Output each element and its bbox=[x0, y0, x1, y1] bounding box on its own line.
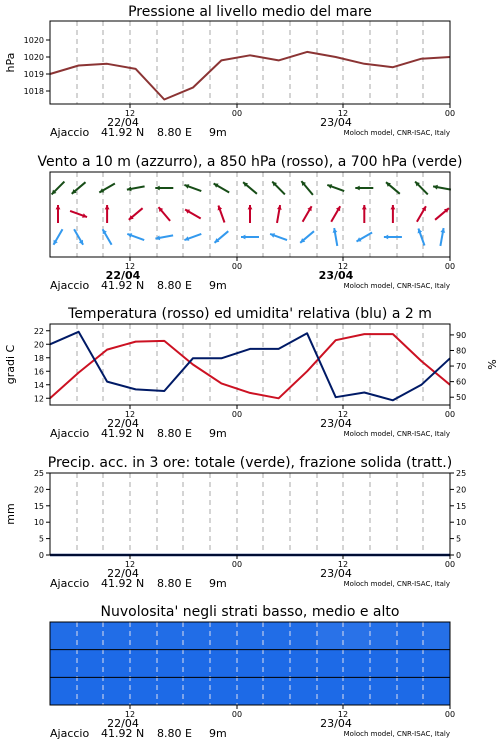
panel-5 bbox=[50, 604, 455, 740]
footer-location: Ajaccio bbox=[50, 727, 90, 740]
y-tick-label: 10 bbox=[33, 518, 44, 528]
x-tick-label: 00 bbox=[444, 109, 456, 118]
footer-elev: 9m bbox=[209, 577, 227, 590]
wind-arrow bbox=[215, 231, 229, 243]
cloud-cell bbox=[50, 622, 77, 650]
y-tick-label: 1020 bbox=[23, 53, 44, 62]
panel-4 bbox=[4, 455, 466, 590]
y-tick-label: 12 bbox=[33, 394, 44, 404]
cloud-cell bbox=[343, 677, 370, 705]
wind-arrow bbox=[52, 182, 65, 195]
y2-tick-label: 25 bbox=[456, 469, 467, 478]
panel-title: Nuvolosita' negli strati basso, medio e alto bbox=[100, 604, 400, 620]
y-tick-label: 20 bbox=[33, 485, 44, 495]
x-tick-label: 12 bbox=[124, 262, 136, 271]
wind-arrow bbox=[56, 205, 61, 223]
footer-location: Ajaccio bbox=[50, 279, 90, 292]
wind-arrow-head bbox=[248, 205, 253, 209]
y-tick-label: 25 bbox=[33, 469, 44, 478]
y-axis-label: mm bbox=[4, 503, 17, 525]
y2-tick-label: 5 bbox=[456, 534, 462, 544]
wind-arrow bbox=[277, 205, 282, 223]
footer-location: Ajaccio bbox=[50, 577, 90, 590]
cloud-cell bbox=[237, 677, 264, 705]
cloud-cell bbox=[263, 622, 290, 650]
cloud-cell bbox=[210, 677, 237, 705]
footer-lon: 8.80 E bbox=[157, 126, 192, 139]
y-tick-label: 18 bbox=[33, 353, 44, 363]
wind-arrow bbox=[184, 184, 201, 191]
y-tick-label: 22 bbox=[33, 326, 44, 336]
cloud-cell bbox=[290, 677, 317, 705]
x-tick-label: 00 bbox=[444, 262, 456, 271]
wind-arrow bbox=[391, 205, 396, 223]
wind-arrow bbox=[184, 234, 201, 241]
footer-location: Ajaccio bbox=[50, 427, 90, 440]
cloud-cell bbox=[237, 650, 264, 678]
x-tick-label: 12 bbox=[124, 560, 136, 569]
cloud-cell bbox=[130, 677, 157, 705]
x-tick-label: 12 bbox=[337, 410, 349, 419]
wind-arrow-head bbox=[105, 205, 110, 209]
cloud-cell bbox=[423, 622, 450, 650]
y-tick-label: 0 bbox=[38, 551, 44, 560]
cloud-cell bbox=[157, 677, 184, 705]
wind-arrow bbox=[386, 182, 400, 194]
wind-arrow bbox=[331, 206, 340, 222]
wind-arrow bbox=[74, 229, 83, 245]
x-tick-label: 12 bbox=[337, 262, 349, 271]
cloud-cell bbox=[370, 622, 397, 650]
wind-arrow bbox=[435, 208, 449, 220]
wind-arrow-head bbox=[384, 235, 388, 240]
cloud-cell bbox=[157, 650, 184, 678]
cloud-cell bbox=[183, 677, 210, 705]
x-tick-label: 00 bbox=[231, 410, 243, 419]
humidity-line bbox=[50, 332, 450, 401]
cloud-cell bbox=[263, 650, 290, 678]
wind-arrow bbox=[303, 206, 312, 222]
wind-arrow bbox=[129, 208, 143, 220]
x-tick-label: 12 bbox=[337, 109, 349, 118]
cloud-cell bbox=[50, 650, 77, 678]
cloud-cell bbox=[77, 622, 104, 650]
x-tick-label: 12 bbox=[124, 109, 136, 118]
panel-title: Pressione al livello medio del mare bbox=[128, 4, 372, 20]
footer-model: Moloch model, CNR-ISAC, Italy bbox=[343, 730, 450, 738]
y-tick-label: 5 bbox=[38, 534, 44, 544]
wind-arrow bbox=[241, 235, 259, 240]
x-tick-label: 00 bbox=[231, 109, 243, 118]
cloud-cell bbox=[77, 650, 104, 678]
date-label: 22/04 bbox=[107, 417, 139, 430]
x-tick-label: 00 bbox=[444, 710, 456, 719]
y2-tick-label: 90 bbox=[456, 330, 467, 340]
footer-location: Ajaccio bbox=[50, 126, 90, 139]
panel-1 bbox=[4, 4, 455, 139]
panel-title: Precip. acc. in 3 ore: totale (verde), frazione solida (tratt.) bbox=[47, 455, 453, 471]
y2-tick-label: 80 bbox=[456, 346, 467, 356]
cloud-cell bbox=[290, 622, 317, 650]
x-tick-label: 12 bbox=[337, 560, 349, 569]
footer-model: Moloch model, CNR-ISAC, Italy bbox=[343, 580, 450, 588]
wind-arrow bbox=[248, 205, 253, 223]
wind-arrow-head bbox=[56, 205, 61, 209]
wind-arrow-head bbox=[155, 186, 159, 191]
wind-arrow bbox=[72, 182, 86, 194]
cloud-cell bbox=[423, 650, 450, 678]
wind-arrow-head bbox=[355, 186, 359, 191]
footer-model: Moloch model, CNR-ISAC, Italy bbox=[343, 282, 450, 290]
wind-arrow bbox=[327, 184, 344, 191]
wind-arrow bbox=[243, 182, 257, 194]
x-tick-label: 00 bbox=[231, 560, 243, 569]
y2-tick-label: 60 bbox=[456, 377, 467, 387]
footer-model: Moloch model, CNR-ISAC, Italy bbox=[343, 430, 450, 438]
y-axis-label: hPa bbox=[4, 52, 17, 73]
cloud-cell bbox=[397, 622, 424, 650]
y-tick-label: 1018 bbox=[23, 87, 44, 96]
wind-arrow bbox=[417, 206, 426, 222]
y2-tick-label: 0 bbox=[456, 551, 462, 560]
wind-row-700-hPa bbox=[52, 181, 451, 195]
cloud-cell bbox=[103, 650, 130, 678]
wind-arrow bbox=[301, 181, 313, 195]
wind-arrow bbox=[105, 205, 110, 223]
cloud-cell bbox=[183, 650, 210, 678]
date-label: 22/04 bbox=[107, 717, 139, 730]
wind-arrow bbox=[70, 211, 87, 218]
cloud-cell bbox=[263, 677, 290, 705]
cloud-cell bbox=[370, 677, 397, 705]
x-tick-label: 00 bbox=[231, 262, 243, 271]
x-tick-label: 00 bbox=[231, 710, 243, 719]
y2-tick-label: 20 bbox=[456, 485, 467, 495]
wind-arrow bbox=[270, 233, 287, 240]
panel-title: Vento a 10 m (azzurro), a 850 hPa (rosso), a 700 hPa (verde) bbox=[37, 154, 463, 170]
cloud-cell bbox=[317, 677, 344, 705]
y2-tick-label: 15 bbox=[456, 501, 467, 511]
cloud-cell bbox=[103, 622, 130, 650]
panel-2 bbox=[37, 154, 462, 292]
date-label: 22/04 bbox=[107, 567, 139, 580]
cloud-cell bbox=[423, 677, 450, 705]
cloud-cell bbox=[103, 677, 130, 705]
footer-elev: 9m bbox=[209, 727, 227, 740]
date-label: 23/04 bbox=[320, 567, 352, 580]
date-label: 23/04 bbox=[320, 717, 352, 730]
wind-arrow bbox=[159, 207, 171, 221]
footer-lat: 41.92 N bbox=[101, 577, 145, 590]
panel-3 bbox=[4, 306, 498, 440]
footer-lat: 41.92 N bbox=[101, 427, 145, 440]
date-label: 22/04 bbox=[105, 269, 141, 282]
wind-row-850-hPa bbox=[56, 205, 449, 223]
cloud-cell bbox=[290, 650, 317, 678]
panel-title: Temperatura (rosso) ed umidita' relativa (blu) a 2 m bbox=[68, 306, 432, 322]
wind-arrow bbox=[218, 206, 225, 223]
cloud-cell bbox=[343, 650, 370, 678]
footer-lat: 41.92 N bbox=[101, 279, 145, 292]
wind-arrow bbox=[272, 182, 285, 195]
date-label: 23/04 bbox=[318, 269, 354, 282]
wind-arrow-head bbox=[362, 205, 367, 209]
cloud-cell bbox=[237, 622, 264, 650]
date-label: 23/04 bbox=[320, 116, 352, 129]
cloud-cell bbox=[317, 650, 344, 678]
y2-tick-label: 50 bbox=[456, 393, 467, 403]
wind-arrow bbox=[384, 235, 402, 240]
wind-arrow bbox=[185, 210, 201, 219]
wind-arrow bbox=[155, 235, 173, 240]
wind-arrow bbox=[300, 231, 314, 243]
x-tick-label: 12 bbox=[124, 710, 136, 719]
footer-model: Moloch model, CNR-ISAC, Italy bbox=[343, 129, 450, 137]
cloud-cell bbox=[210, 650, 237, 678]
wind-arrow bbox=[214, 184, 230, 193]
cloud-cell bbox=[157, 622, 184, 650]
footer-elev: 9m bbox=[209, 427, 227, 440]
footer-lat: 41.92 N bbox=[101, 727, 145, 740]
y-axis-label: gradi C bbox=[4, 344, 17, 385]
cloud-cell bbox=[210, 622, 237, 650]
pressure-line bbox=[50, 52, 450, 100]
y-tick-label: 15 bbox=[33, 501, 44, 511]
footer-lat: 41.92 N bbox=[101, 126, 145, 139]
footer-lon: 8.80 E bbox=[157, 727, 192, 740]
cloud-cell bbox=[130, 622, 157, 650]
y-tick-label: 20 bbox=[33, 340, 44, 350]
cloud-cell bbox=[77, 677, 104, 705]
cloud-cell bbox=[343, 622, 370, 650]
wind-arrow-head bbox=[391, 205, 396, 209]
x-tick-label: 00 bbox=[444, 560, 456, 569]
wind-arrow bbox=[103, 229, 112, 245]
cloud-cell bbox=[130, 650, 157, 678]
x-tick-label: 00 bbox=[444, 410, 456, 419]
wind-arrow bbox=[333, 228, 338, 246]
footer-lon: 8.80 E bbox=[157, 279, 192, 292]
plot-frame bbox=[50, 473, 450, 555]
cloud-cell bbox=[50, 677, 77, 705]
x-tick-label: 12 bbox=[337, 710, 349, 719]
cloud-cell bbox=[183, 622, 210, 650]
cloud-cell bbox=[370, 650, 397, 678]
y-tick-label: 1019 bbox=[23, 70, 44, 79]
temperature-line bbox=[50, 334, 450, 398]
cloud-cell bbox=[397, 650, 424, 678]
wind-arrow bbox=[155, 186, 173, 191]
date-label: 22/04 bbox=[107, 116, 139, 129]
wind-arrow bbox=[440, 228, 445, 246]
wind-arrow bbox=[433, 185, 451, 190]
wind-arrow bbox=[99, 184, 115, 193]
footer-elev: 9m bbox=[209, 279, 227, 292]
y-tick-label: 1020 bbox=[23, 36, 44, 45]
y2-tick-label: 70 bbox=[456, 362, 467, 372]
x-tick-label: 12 bbox=[124, 410, 136, 419]
y-tick-label: 14 bbox=[33, 380, 44, 390]
wind-arrow bbox=[415, 182, 428, 195]
wind-arrow bbox=[362, 205, 367, 223]
cloud-cell bbox=[397, 677, 424, 705]
cloud-cell bbox=[317, 622, 344, 650]
footer-lon: 8.80 E bbox=[157, 427, 192, 440]
y2-axis-label: % bbox=[485, 359, 498, 370]
date-label: 23/04 bbox=[320, 417, 352, 430]
footer-elev: 9m bbox=[209, 126, 227, 139]
wind-arrow bbox=[127, 186, 145, 191]
footer-lon: 8.80 E bbox=[157, 577, 192, 590]
wind-row-10-m bbox=[54, 228, 446, 246]
wind-arrow bbox=[355, 186, 373, 191]
y2-tick-label: 10 bbox=[456, 518, 467, 528]
plot-frame bbox=[50, 21, 450, 104]
wind-arrow-head bbox=[241, 235, 245, 240]
wind-arrow bbox=[54, 229, 63, 245]
y-tick-label: 16 bbox=[33, 367, 44, 377]
